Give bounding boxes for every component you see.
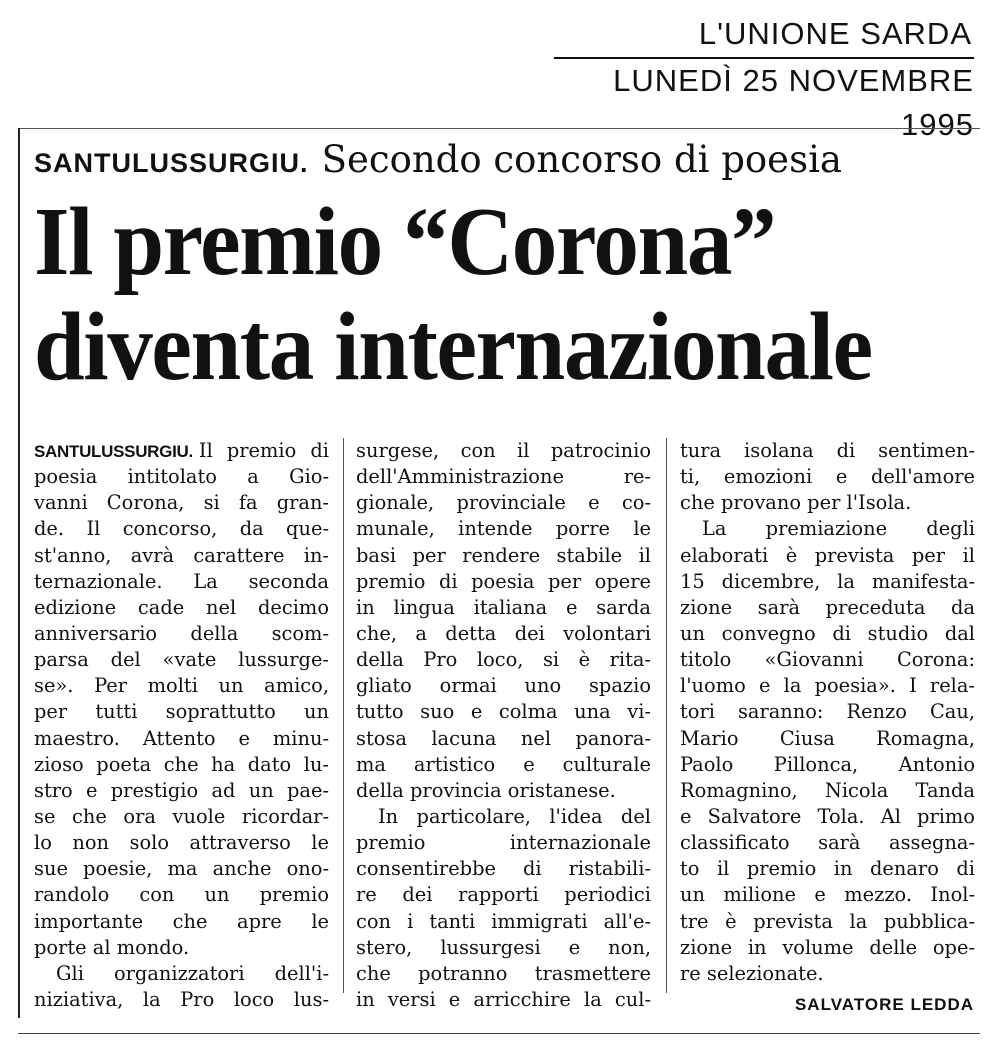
text-line: sue poesie, ma anche ono- bbox=[34, 857, 329, 881]
newspaper-name: L'UNIONE SARDA bbox=[698, 16, 972, 51]
text-line: stero, lussurgesi e non, bbox=[356, 935, 651, 959]
text-line: La premiazione degli bbox=[702, 517, 975, 541]
text-line: tre è prevista la pubblica- bbox=[680, 909, 975, 933]
text-line: della Pro loco, si è rita- bbox=[356, 648, 651, 672]
text-line: Romagnino, Nicola Tanda bbox=[680, 778, 975, 802]
text-line-content: Il premio di bbox=[198, 439, 329, 462]
text-line: basi per rendere stabile il bbox=[356, 543, 651, 567]
text-line: ti, emozioni e dell'amore bbox=[680, 465, 975, 489]
text-line: munale, intende porre le bbox=[356, 517, 651, 541]
publication-date: LUNEDÌ 25 NOVEMBRE 1995 bbox=[613, 63, 974, 142]
text-line: che potranno trasmettere bbox=[356, 961, 651, 985]
text-line: porte al mondo. bbox=[34, 935, 190, 959]
clipping-bottom-border bbox=[18, 1033, 980, 1034]
text-line: vanni Corona, si fa gran- bbox=[34, 491, 329, 515]
text-line: che, a detta dei volontari bbox=[356, 621, 651, 645]
kicker bbox=[34, 138, 974, 181]
text-line: ternazionale. La seconda bbox=[34, 569, 329, 593]
text-line: Gli organizzatori dell'i- bbox=[56, 961, 329, 985]
text-line: re selezionate. bbox=[680, 961, 824, 985]
column-divider bbox=[343, 438, 344, 993]
text-line: se». Per molti un amico, bbox=[34, 674, 329, 698]
text-line: premio di poesia per opere bbox=[356, 569, 651, 593]
text-line: tutto suo e colma una vi- bbox=[356, 700, 651, 724]
headline-line-1: Il premio “Corona” bbox=[34, 188, 776, 296]
text-line: gionale, provinciale e co- bbox=[356, 491, 651, 515]
text-line: 15 dicembre, la manifesta- bbox=[680, 569, 975, 593]
text-line: edizione cade nel decimo bbox=[34, 595, 329, 619]
text-line: to il premio in denaro di bbox=[680, 857, 975, 881]
text-line: classificato sarà assegna- bbox=[680, 831, 975, 855]
article-dateline: SANTULUSSURGIU. bbox=[34, 442, 193, 461]
headline-line-2: diventa internazionale bbox=[34, 293, 872, 401]
text-line: poesia intitolato a Gio- bbox=[34, 465, 329, 489]
text-line: re dei rapporti periodici bbox=[356, 883, 651, 907]
clipping-top-border bbox=[18, 128, 980, 129]
text-line: Paolo Pillonca, Antonio bbox=[680, 752, 975, 776]
text-line: parsa del «vate lussurge- bbox=[34, 648, 329, 672]
text-line: surgese, con il patrocinio bbox=[356, 439, 651, 462]
text-line: Mario Ciusa Romagna, bbox=[680, 726, 975, 750]
text-line: titolo «Giovanni Corona: bbox=[680, 648, 975, 672]
text-line: zione sarà preceduta da bbox=[680, 595, 975, 619]
text-line: per tutti soprattutto un bbox=[34, 700, 329, 724]
text-line: stro e prestigio ad un pae- bbox=[34, 778, 329, 802]
text-line: importante che apre le bbox=[34, 909, 329, 933]
text-line: che provano per l'Isola. bbox=[680, 491, 912, 515]
text-line: premio internazionale bbox=[356, 831, 651, 855]
column-divider bbox=[666, 438, 667, 993]
text-line: randolo con un premio bbox=[34, 883, 329, 907]
text-line: maestro. Attento e minu- bbox=[34, 726, 329, 750]
text-line: se che ora vuole ricordar- bbox=[34, 804, 329, 828]
article-column-2 bbox=[356, 438, 651, 1013]
text-line: gliato ormai uno spazio bbox=[356, 674, 651, 698]
text-line: niziativa, la Pro loco lus- bbox=[34, 987, 329, 1011]
text-line bbox=[34, 438, 329, 464]
text-line: e Salvatore Tola. Al primo bbox=[680, 804, 975, 828]
text-line: con i tanti immigrati all'e- bbox=[356, 909, 651, 933]
text-line: zioso poeta che ha dato lu- bbox=[34, 752, 329, 776]
text-line: lo non solo attraverso le bbox=[34, 831, 329, 855]
text-line: de. Il concorso, da que- bbox=[34, 517, 329, 541]
text-line: In particolare, l'idea del bbox=[378, 804, 651, 828]
author-byline: SALVATORE LEDDA bbox=[794, 995, 974, 1014]
text-line: un milione e mezzo. Inol- bbox=[680, 883, 975, 907]
article-column-3 bbox=[680, 438, 975, 987]
text-line: anniversario della scom- bbox=[34, 621, 329, 645]
text-line: tura isolana di sentimen- bbox=[680, 439, 975, 462]
text-line: un convegno di studio dal bbox=[680, 622, 975, 645]
kicker-title: Secondo concorso di poesia bbox=[321, 138, 842, 181]
headline bbox=[34, 190, 918, 400]
text-line: in lingua italiana e sarda bbox=[356, 595, 651, 619]
text-line: elaborati è prevista per il bbox=[680, 543, 975, 567]
text-line: zione in volume delle ope- bbox=[680, 935, 975, 959]
kicker-location: SANTULUSSURGIU. bbox=[34, 148, 309, 178]
text-line: st'anno, avrà carattere in- bbox=[34, 543, 329, 567]
text-line: in versi e arricchire la cul- bbox=[356, 987, 651, 1011]
text-line: dell'Amministrazione re- bbox=[356, 465, 651, 489]
text-line: tori saranno: Renzo Cau, bbox=[680, 700, 975, 724]
text-line: consentirebbe di ristabili- bbox=[356, 857, 651, 881]
text-line: stosa lacuna nel panora- bbox=[356, 726, 651, 750]
text-line: l'uomo e la poesia». I rela- bbox=[680, 674, 975, 698]
text-line: ma artistico e culturale bbox=[356, 752, 651, 776]
clipping-left-border bbox=[18, 128, 20, 1018]
text-line: della provincia oristanese. bbox=[356, 778, 616, 802]
article-column-1 bbox=[34, 438, 329, 1013]
